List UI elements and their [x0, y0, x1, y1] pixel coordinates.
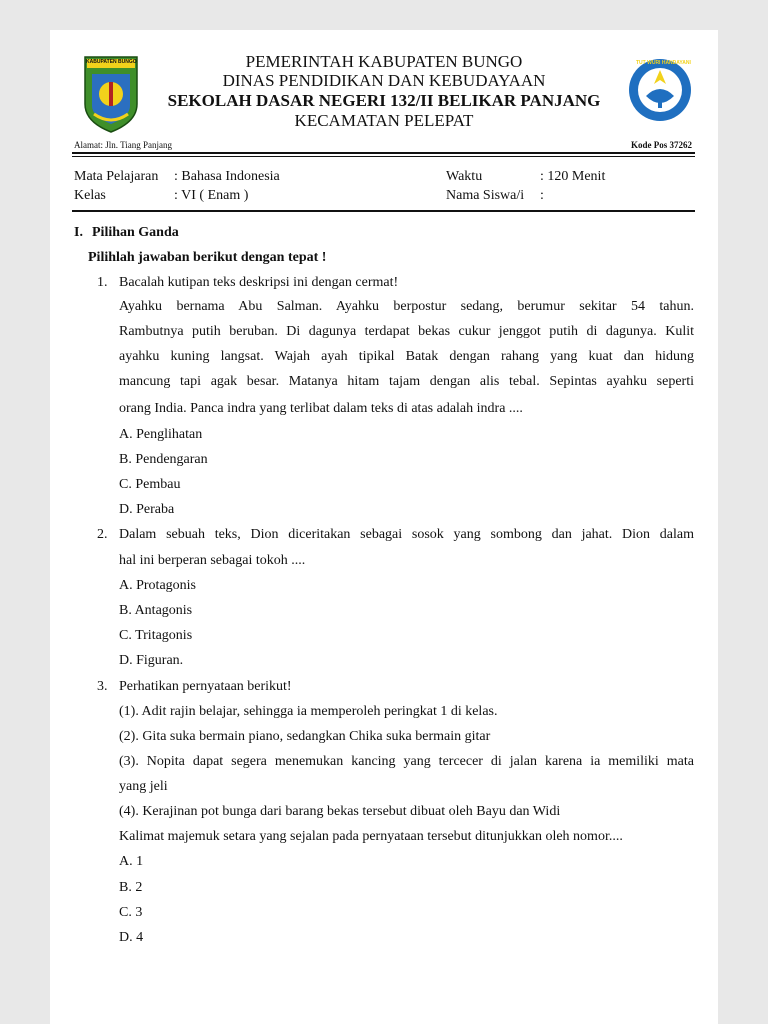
- statement-line: (1). Adit rajin belajar, sehingga ia memperoleh peringkat 1 di kelas.: [119, 704, 498, 719]
- class-value: : VI ( Enam ): [174, 188, 249, 203]
- subject-value: : Bahasa Indonesia: [174, 169, 280, 184]
- question-intro: Bacalah kutipan teks deskripsi ini dengan cermat!: [119, 275, 399, 290]
- section-instruction: Pilihlah jawaban berikut dengan tepat !: [88, 250, 327, 265]
- question-number: 1.: [97, 275, 108, 290]
- passage-last-line: orang India. Panca indra yang terlibat dalam teks di atas adalah indra ....: [119, 401, 523, 416]
- question-text: hal ini berperan sebagai tokoh ....: [119, 553, 306, 568]
- time-label: Waktu: [446, 169, 483, 184]
- answer-option[interactable]: C. Pembau: [119, 477, 181, 492]
- header-divider-thin: [72, 156, 695, 157]
- government-line: PEMERINTAH KABUPATEN BUNGO: [245, 52, 523, 71]
- passage-line: ayahku kuning langsat. Wajah ayah tipikal Batak dengan rahang yang kuat dan hidung: [119, 349, 694, 364]
- answer-option[interactable]: A. Penglihatan: [119, 427, 203, 442]
- question-intro: Perhatikan pernyataan berikut!: [119, 679, 292, 694]
- question-number: 3.: [97, 679, 108, 694]
- logo-left-label: KABUPATEN BUNGO: [86, 59, 137, 65]
- passage-line: mancung tapi agak besar. Matanya hitam tajam dengan alis tebal. Sepintas ayahku seperti: [119, 374, 694, 389]
- school-address: Alamat: Jln. Tiang Panjang: [74, 140, 173, 150]
- exam-page: [50, 30, 718, 1024]
- answer-option[interactable]: B. Antagonis: [119, 603, 193, 618]
- info-divider: [72, 210, 695, 212]
- question-text: Dalam sebuah teks, Dion diceritakan sebagai sosok yang sombong dan jahat. Dion dalam: [119, 527, 694, 542]
- answer-option[interactable]: B. 2: [119, 880, 143, 895]
- answer-option[interactable]: C. Tritagonis: [119, 628, 193, 643]
- question-prompt: Kalimat majemuk setara yang sejalan pada pernyataan tersebut ditunjukkan oleh nomor....: [119, 829, 623, 844]
- department-line: DINAS PENDIDIKAN DAN KEBUDAYAAN: [222, 71, 546, 90]
- statement-line: (3). Nopita dapat segera menemukan kancing yang tercecer di jalan karena ia memiliki mata: [119, 754, 694, 769]
- section-number: I.: [74, 225, 83, 240]
- answer-option[interactable]: B. Pendengaran: [119, 452, 208, 467]
- passage-line: Rambutnya putih beruban. Di dagunya terdapat bekas cukur jenggot putih di dagunya. Kulit: [119, 324, 694, 339]
- time-value: : 120 Menit: [540, 169, 606, 184]
- header-divider-thick: [72, 152, 695, 154]
- class-label: Kelas: [74, 188, 106, 203]
- postal-code: Kode Pos 37262: [630, 140, 692, 150]
- answer-option[interactable]: D. Figuran.: [119, 653, 184, 668]
- answer-option[interactable]: D. 4: [119, 930, 144, 945]
- passage-line: Ayahku bernama Abu Salman. Ayahku berpostur sedang, berumur sekitar 54 tahun.: [119, 299, 694, 314]
- school-name: SEKOLAH DASAR NEGERI 132/II BELIKAR PANJANG: [167, 91, 601, 110]
- question-number: 2.: [97, 527, 108, 542]
- answer-option[interactable]: A. Protagonis: [119, 578, 196, 593]
- statement-line: (2). Gita suka bermain piano, sedangkan Chika suka bermain gitar: [119, 729, 491, 744]
- logo-right-label: TUT WURI HANDAYANI: [636, 60, 691, 66]
- subject-label: Mata Pelajaran: [74, 169, 159, 184]
- answer-option[interactable]: D. Peraba: [119, 502, 175, 517]
- student-name-value: :: [540, 188, 544, 203]
- answer-option[interactable]: C. 3: [119, 905, 143, 920]
- answer-option[interactable]: A. 1: [119, 854, 144, 869]
- section-title: Pilihan Ganda: [92, 225, 179, 240]
- district-line: KECAMATAN PELEPAT: [294, 111, 474, 130]
- statement-line: (4). Kerajinan pot bunga dari barang bekas tersebut dibuat oleh Bayu dan Widi: [119, 804, 561, 819]
- student-name-label: Nama Siswa/i: [446, 188, 525, 203]
- statement-line: yang jeli: [119, 779, 168, 794]
